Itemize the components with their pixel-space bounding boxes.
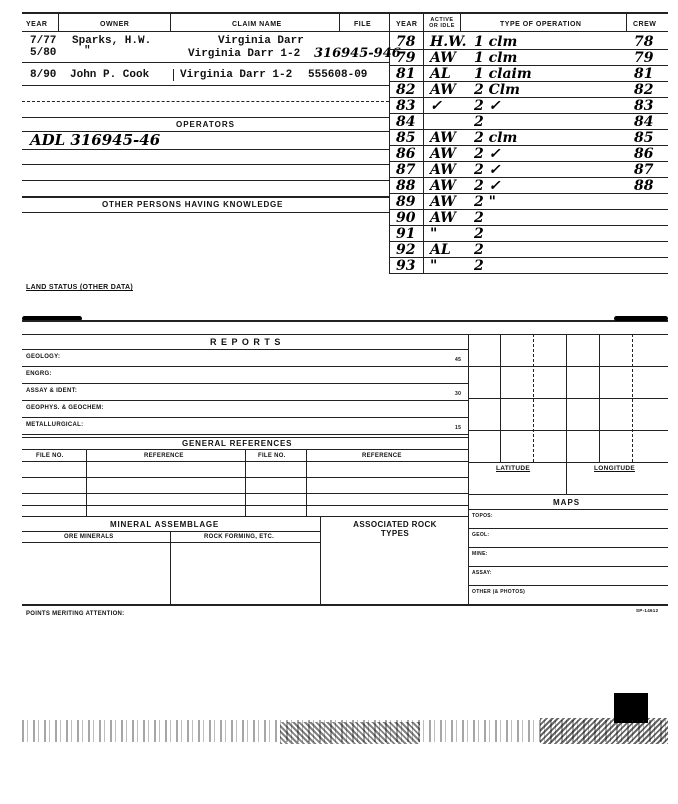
- map-line: [468, 528, 668, 529]
- activity-active: AW: [430, 210, 456, 226]
- activity-operation: 2 ✓: [474, 162, 501, 178]
- activity-row-line: [389, 273, 668, 274]
- divider: [173, 69, 174, 81]
- grid-line: [468, 366, 668, 367]
- owner-row-2-owner: ": [84, 45, 91, 57]
- activity-row-line: [389, 193, 668, 194]
- activity-year: 82: [396, 82, 416, 98]
- activity-row-line: [389, 257, 668, 258]
- activity-operation: 2 ✓: [474, 178, 501, 194]
- activity-year: 88: [396, 178, 416, 194]
- report-number: 45: [455, 357, 462, 363]
- divider: [460, 12, 461, 32]
- points-meriting-attention: POINTS MERITING ATTENTION:: [26, 611, 125, 617]
- activity-operation: 2 ": [474, 194, 496, 210]
- activity-operation: 2: [474, 226, 484, 242]
- activity-active: AW: [430, 130, 456, 146]
- reference-line: [22, 493, 468, 494]
- activity-active: AW: [430, 82, 456, 98]
- divider: [58, 12, 59, 32]
- report-number: 30: [455, 391, 462, 397]
- activity-active: ✓: [430, 98, 442, 114]
- scan-mark: [614, 316, 668, 321]
- scan-noise: [280, 722, 420, 744]
- owner-row-2-claim: Virginia Darr 1-2: [188, 48, 301, 60]
- mineral-top-line: [22, 516, 468, 517]
- report-line: [22, 383, 468, 384]
- mineral-line: [22, 542, 320, 543]
- rock-forming-label: ROCK FORMING, ETC.: [204, 534, 275, 540]
- owner-row-1-claim: Virginia Darr: [218, 35, 304, 47]
- activity-operation: 2 ✓: [474, 146, 501, 162]
- activity-crew: 83: [634, 98, 654, 114]
- header-owner: OWNER: [100, 21, 130, 28]
- owner-row-3-file: 555608-09: [308, 69, 368, 81]
- activity-crew: 88: [634, 178, 654, 194]
- activity-operation: 2: [474, 210, 484, 226]
- divider: [170, 12, 171, 32]
- activity-active: AW: [430, 178, 456, 194]
- reference-line: [22, 477, 468, 478]
- activity-operation: 2 clm: [474, 130, 518, 146]
- activity-crew: 85: [634, 130, 654, 146]
- activity-row-line: [389, 161, 668, 162]
- activity-active: ": [430, 226, 438, 242]
- activity-crew: 86: [634, 146, 654, 162]
- operators-line: [22, 180, 389, 181]
- operators-line: [22, 149, 389, 150]
- form-number: SP-14612: [636, 608, 659, 613]
- map-line: [468, 585, 668, 586]
- activity-active: AL: [430, 66, 451, 82]
- activity-operation: 1 claim: [474, 66, 532, 82]
- operators-title: OPERATORS: [176, 120, 235, 129]
- owner-row-3-owner: John P. Cook: [70, 69, 150, 81]
- grid-line: [468, 462, 668, 463]
- owner-row-1-owner: Sparks, H.W.: [72, 35, 152, 47]
- reports-top-line: [22, 334, 668, 335]
- longitude-label: LONGITUDE: [594, 465, 635, 472]
- map-label: MINE:: [472, 551, 488, 557]
- activity-operation: 2: [474, 114, 484, 130]
- owner-row-line: [22, 85, 389, 86]
- activity-row-line: [389, 81, 668, 82]
- owner-row-line: [22, 62, 389, 63]
- divider: [423, 12, 424, 274]
- activity-year: 84: [396, 114, 416, 130]
- operators-line: [22, 164, 389, 165]
- activity-row-line: [389, 65, 668, 66]
- activity-year: 92: [396, 242, 416, 258]
- general-references-file-no-2: FILE NO.: [258, 453, 286, 459]
- map-label: ASSAY:: [472, 570, 492, 576]
- map-label: GEOL:: [472, 532, 490, 538]
- map-label: OTHER (& PHOTOS): [472, 589, 526, 595]
- report-line: [22, 417, 468, 418]
- header-year-2: YEAR: [396, 21, 418, 28]
- header-claim-name: CLAIM NAME: [232, 21, 282, 28]
- general-references-top-line: [22, 437, 468, 438]
- activity-row-line: [389, 97, 668, 98]
- reference-line: [22, 505, 468, 506]
- land-status-label: LAND STATUS (OTHER DATA): [26, 284, 134, 291]
- header-year: YEAR: [26, 21, 48, 28]
- report-line: [22, 434, 468, 435]
- reports-right-divider: [468, 334, 469, 604]
- divider: [339, 12, 340, 32]
- operators-top-line: [22, 117, 389, 118]
- maps-header-line: [468, 509, 668, 510]
- activity-year: 78: [396, 34, 416, 50]
- activity-active: AL: [430, 242, 451, 258]
- general-references-title: GENERAL REFERENCES: [182, 439, 293, 448]
- activity-operation: 1 clm: [474, 50, 518, 66]
- report-number: 15: [455, 425, 462, 431]
- activity-row-line: [389, 241, 668, 242]
- activity-row-line: [389, 209, 668, 210]
- mineral-header-line: [22, 531, 320, 532]
- activity-operation: 1 clm: [474, 34, 518, 50]
- activity-year: 90: [396, 210, 416, 226]
- activity-row-line: [389, 113, 668, 114]
- grid-line: [468, 430, 668, 431]
- activity-operation: 2: [474, 242, 484, 258]
- points-top-line: [22, 604, 668, 606]
- divider: [626, 12, 627, 32]
- ore-minerals-label: ORE MINERALS: [64, 534, 114, 540]
- activity-year: 85: [396, 130, 416, 146]
- mineral-title: MINERAL ASSEMBLAGE: [110, 520, 220, 529]
- header-crew: CREW: [633, 21, 657, 28]
- activity-crew: 79: [634, 50, 654, 66]
- report-label: GEOPHYS. & GEOCHEM:: [26, 405, 104, 411]
- land-status-bottom-line: [22, 320, 668, 322]
- activity-year: 87: [396, 162, 416, 178]
- divider: [320, 516, 321, 604]
- map-line: [468, 566, 668, 567]
- owner-row-3-year: 8/90: [30, 69, 57, 81]
- report-label: ENGRG:: [26, 371, 52, 377]
- activity-active: AW: [430, 162, 456, 178]
- other-persons-title: OTHER PERSONS HAVING KNOWLEDGE: [102, 200, 284, 209]
- activity-year: 79: [396, 50, 416, 66]
- activity-operation: 2 Clm: [474, 82, 520, 98]
- activity-active: H.W.: [430, 34, 467, 50]
- latitude-label: LATITUDE: [496, 465, 531, 472]
- general-references-reference-2: REFERENCE: [362, 453, 402, 459]
- other-persons-top-line: [22, 196, 389, 198]
- general-references-file-no: FILE NO.: [36, 453, 64, 459]
- activity-row-line: [389, 129, 668, 130]
- activity-crew: 82: [634, 82, 654, 98]
- report-line: [22, 366, 468, 367]
- header-type-of-operation: TYPE OF OPERATION: [500, 21, 582, 28]
- top-border: [22, 12, 668, 14]
- maps-title: MAPS: [553, 498, 581, 507]
- activity-operation: 2: [474, 258, 484, 274]
- header-bottom-line: [22, 31, 668, 32]
- owner-row-line: [22, 101, 389, 102]
- activity-year: 81: [396, 66, 416, 82]
- scan-noise: [540, 718, 668, 744]
- activity-year: 93: [396, 258, 416, 274]
- owner-row-2-year: 5/80: [30, 47, 57, 59]
- activity-year: 83: [396, 98, 416, 114]
- header-active-idle: ACTIVE OR IDLE: [429, 17, 455, 29]
- report-label: METALLURGICAL:: [26, 422, 84, 428]
- report-line: [22, 400, 468, 401]
- activity-operation: 2 ✓: [474, 98, 501, 114]
- grid-line: [468, 398, 668, 399]
- associated-rock-types: ASSOCIATED ROCK TYPES: [353, 520, 437, 538]
- operators-entry: ADL 316945-46: [30, 131, 161, 149]
- maps-top-line: [468, 494, 668, 495]
- owner-row-1-year: 7/77: [30, 35, 57, 47]
- map-label: TOPOS:: [472, 513, 493, 519]
- reference-line: [22, 461, 468, 462]
- activity-row-line: [389, 145, 668, 146]
- activity-crew: 81: [634, 66, 654, 82]
- activity-crew: 78: [634, 34, 654, 50]
- activity-row-line: [389, 225, 668, 226]
- activity-row-line: [389, 49, 668, 50]
- activity-row-line: [389, 177, 668, 178]
- activity-year: 86: [396, 146, 416, 162]
- owner-row-2-file: 316945-946: [314, 46, 401, 61]
- reports-title: R E P O R T S: [210, 337, 282, 347]
- report-label: ASSAY & IDENT:: [26, 388, 78, 394]
- report-line: [22, 349, 468, 350]
- general-references-reference: REFERENCE: [144, 453, 184, 459]
- activity-active: ": [430, 258, 438, 274]
- activity-crew: 87: [634, 162, 654, 178]
- grid-line: [566, 334, 567, 494]
- activity-year: 89: [396, 194, 416, 210]
- activity-year: 91: [396, 226, 416, 242]
- other-persons-line: [22, 212, 389, 213]
- owner-row-3-claim: Virginia Darr 1-2: [180, 69, 293, 81]
- activity-active: AW: [430, 50, 456, 66]
- map-line: [468, 547, 668, 548]
- activity-active: AW: [430, 146, 456, 162]
- report-label: GEOLOGY:: [26, 354, 61, 360]
- activity-crew: 84: [634, 114, 654, 130]
- activity-active: AW: [430, 194, 456, 210]
- header-file: FILE: [354, 21, 372, 28]
